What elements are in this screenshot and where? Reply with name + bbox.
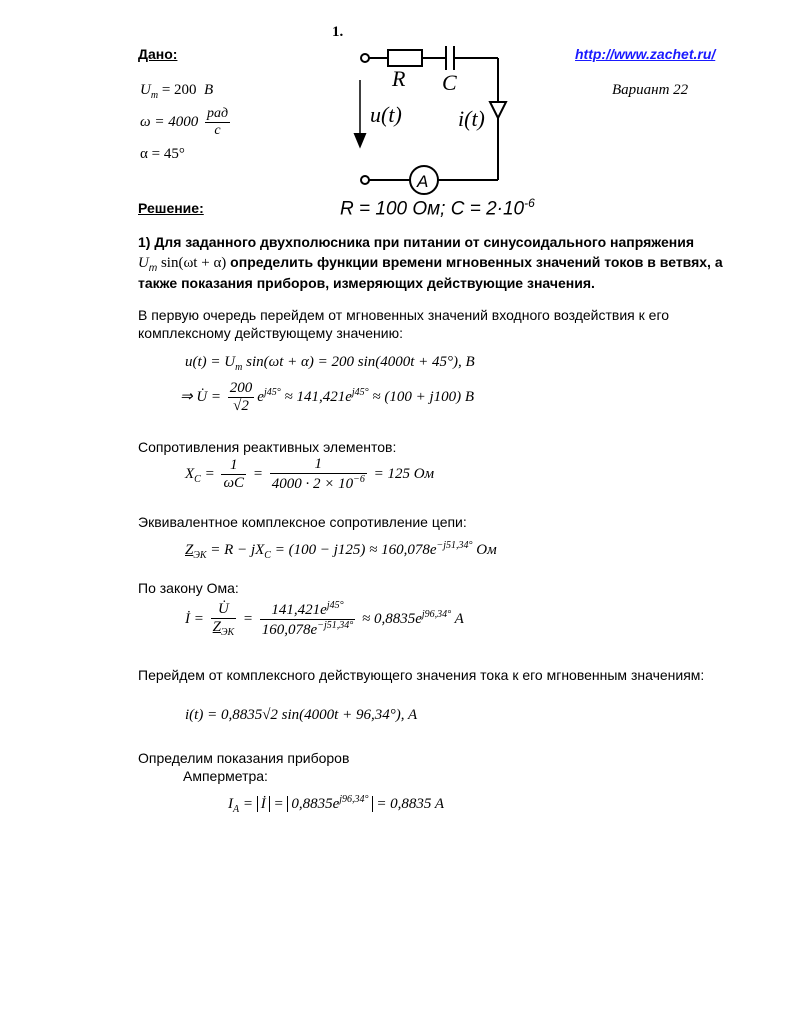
variant-label: Вариант 22 <box>612 82 689 98</box>
label-a: A <box>417 172 429 191</box>
eq-u-complex: ⇒ U̇ = $\frac{200}{√2}$ $e^{j45^\circ} \approx 141,421e^{j45^\circ} \approx (100 + j100)$ B <box>180 380 475 414</box>
solution-title: Решение: <box>138 200 204 216</box>
given-title: Дано: <box>138 46 178 62</box>
ohm-title: По закону Ома: <box>138 580 239 596</box>
given-um: $U_m = 200$ B <box>140 82 214 101</box>
given-omega: ω = 4000 $\frac{\text{рад}}{c}$ <box>140 106 229 138</box>
task-line3: также показания приборов, измеряющих действующие значения. <box>138 275 595 291</box>
eq-xc: $X_C$ = $\frac{1}{\omega C}$ = $\frac{1}{4000 \cdot 2 \times 10^{-6}}$ = 125 Ом <box>185 456 435 492</box>
label-u: u(t) <box>370 102 402 127</box>
intro-line2: комплексному действующему значению: <box>138 325 403 341</box>
task-line2: $U_m$ sin(ωt + α) определить функции времени мгновенных значений токов в ветвях, а <box>138 254 723 274</box>
eq-u-time: $u(t) = U_m$ sin(ωt + α) = 200 sin(4000t + 45°), B <box>185 354 475 373</box>
meters-title: Определим показания приборов <box>138 750 350 766</box>
label-c: C <box>442 70 457 95</box>
zachet-link[interactable]: http://www.zachet.ru/ <box>575 46 716 62</box>
intro-line1: В первую очередь перейдем от мгновенных значений входного воздействия к его <box>138 307 670 323</box>
eq-i-time: i(t) = 0,8835√2 sin(4000t + 96,34°), A <box>185 707 418 723</box>
zeq-title: Эквивалентное комплексное сопротивление цепи: <box>138 514 467 530</box>
label-i: i(t) <box>458 106 485 131</box>
page-number: 1. <box>332 24 344 40</box>
current-arrow-icon <box>490 102 506 118</box>
given-alpha: α = 45° <box>140 146 185 162</box>
inst-title: Перейдем от комплексного действующего значения тока к его мгновенным значениям: <box>138 667 705 683</box>
label-r: R <box>392 66 406 91</box>
ammeter-title: Амперметра: <box>183 768 268 784</box>
reactive-title: Сопротивления реактивных элементов: <box>138 439 397 455</box>
resistor <box>388 50 422 66</box>
top-terminal <box>361 54 369 62</box>
eq-ohm: İ = $\frac{U̇}{Z_{ЭК}}$ = $\frac{141,421e^{j45^\circ}}{160,078e^{-j51,34^\circ}}$ ≈ $0,8835e^{j96,34^\circ}$ A <box>185 600 464 638</box>
eq-zeq: $Z_{ЭК} = R - jX_C = (100 - j125) \approx 160,078e^{-j51,34^\circ}$ Ом <box>185 540 497 561</box>
task-line1: 1) Для заданного двухполюсника при питании от синусоидального напряжения <box>138 234 695 250</box>
circuit-params: R = 100 Ом; $C = 2\cdot 10^{-6}$ <box>340 196 535 220</box>
eq-ia: $I_A$ = İ = $0,8835e^{j96,34^\circ} = 0,8835$ A <box>228 794 445 815</box>
bottom-terminal <box>361 176 369 184</box>
